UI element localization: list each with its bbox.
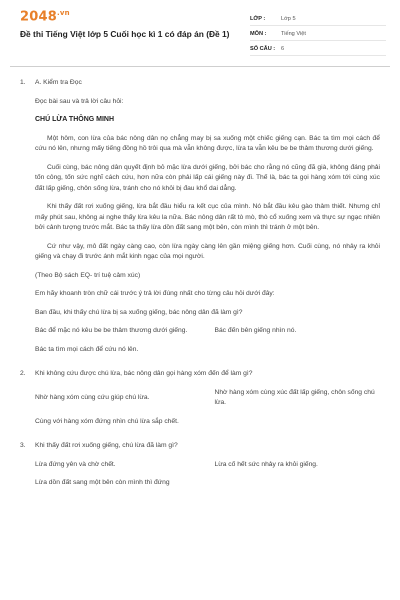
answer-option[interactable]: Bác để mặc nó kêu be be thảm thương dưới giếng. [35, 327, 188, 334]
answer-options [35, 388, 380, 409]
question-number: 2. [20, 370, 26, 377]
meta-row-count [250, 42, 386, 56]
answer-option[interactable]: Nhờ hàng xóm cùng xúc đất lấp giếng, chôn sống chú lừa. [214, 388, 375, 406]
instruction: Đọc bài sau và trả lời câu hỏi: [35, 97, 124, 105]
answer-option[interactable]: Nhờ hàng xóm cùng cứu giúp chú lừa. [35, 393, 150, 401]
meta-value: Tiếng Việt [281, 30, 306, 37]
question-text: Ban đầu, khi thấy chú lừa bị sa xuống giếng, bác nông dân đã làm gì? [35, 308, 243, 316]
question-2 [20, 369, 380, 380]
answer-option[interactable]: Lừa dồn đất sang một bên còn mình thì đứng [35, 479, 170, 486]
answer-option[interactable]: Lừa đứng yên và chờ chết. [35, 460, 116, 468]
question-text: Khi thấy đất rơi xuống giếng, chú lừa đã làm gì? [35, 442, 178, 449]
logo-suffix: .vn [56, 9, 70, 17]
answer-option[interactable]: Bác đến bên giếng nhìn nó. [214, 327, 297, 334]
header-divider [10, 66, 390, 67]
meta-row-subject [250, 27, 386, 41]
task-instruction: Em hãy khoanh tròn chữ cái trước ý trả lời đúng nhất cho từng câu hỏi dưới đây: [35, 290, 275, 297]
story-paragraph: Khi thấy đất rơi xuống giếng, lừa bắt đầu hiểu ra kết cục của mình. Nó bắt đầu kêu gào thảm thiết. Nhưng chỉ mấy phút sau, không ai nghe thấy lừa kêu la nữa. Bác nông dân rất tò mò, thò cổ xuống xem và thực sự ngạc nhiên bởi cảnh tượng trước mắt. Bác ta thấy lừa dồn đất sang một bên, còn mình thì tránh ở một bên. [35, 203, 380, 231]
question-3 [20, 441, 380, 452]
question-text: Khi không cứu được chú lừa, bác nông dân gọi hàng xóm đến để làm gì? [35, 370, 253, 377]
page-title: Đề thi Tiếng Việt lớp 5 Cuối học kì 1 có đáp án (Đề 1) [20, 29, 230, 39]
question-2-body [20, 388, 380, 428]
story-paragraph: Cuối cùng, bác nông dân quyết định bỏ mặc lừa dưới giếng, bởi bác cho rằng nó cũng đã già, không đáng phải tốn công, tốn sức nghĩ cách cứu, hơn nữa còn phải lấp cái giếng này đi. Thế là, bác ta gọi hàng xóm tới cùng xúc đất lấp giếng, chôn sống lừa, tránh cho nó khỏi bị đau khổ dai dẳng. [35, 163, 380, 192]
story-paragraph: Một hôm, con lừa của bác nông dân nọ chẳng may bị sa xuống một chiếc giếng cạn. Bác ta tìm mọi cách để cứu nó lên, nhưng mấy tiếng đồng hồ trôi qua mà vẫn không được, lừa ta vẫn kêu be be thảm thương dưới giếng. [35, 134, 380, 152]
meta-table [250, 12, 386, 57]
answer-option[interactable]: Bác ta tìm mọi cách để cứu nó lên. [35, 345, 139, 353]
answer-options [35, 326, 380, 337]
document-header [0, 0, 400, 56]
logo-main: 2048 [20, 9, 57, 25]
meta-label: LỚP : [250, 15, 266, 22]
question-number: 1. [20, 79, 26, 86]
question-1 [20, 78, 380, 89]
story-title: CHÚ LỪA THÔNG MINH [35, 116, 115, 123]
meta-label: MÔN : [250, 30, 267, 37]
meta-value: 6 [281, 45, 285, 52]
story-source: (Theo Bộ sách EQ- trí tuệ cảm xúc) [35, 271, 141, 279]
answer-options [35, 460, 380, 471]
story-paragraph: Cứ như vậy, mô đất ngày càng cao, còn lừa ngày càng lên gần miệng giếng hơn. Cuối cùng, nó nhảy ra khỏi giếng và chạy đi trước ánh mắt kinh ngạc của mọi người. [35, 242, 380, 260]
meta-value: Lớp 5 [281, 15, 296, 22]
meta-row-grade [250, 12, 386, 26]
question-1-body [20, 97, 380, 356]
answer-option[interactable]: Lừa cố hết sức nhảy ra khỏi giếng. [214, 460, 318, 468]
section-title: A. Kiểm tra Đọc [35, 79, 82, 86]
site-logo[interactable] [20, 9, 70, 24]
question-number: 3. [20, 442, 26, 449]
meta-label: SỐ CÂU : [250, 45, 276, 52]
answer-option[interactable]: Cùng với hàng xóm đứng nhìn chú lừa sắp chết. [35, 417, 179, 425]
question-3-body [20, 460, 380, 489]
exam-content [20, 78, 380, 489]
